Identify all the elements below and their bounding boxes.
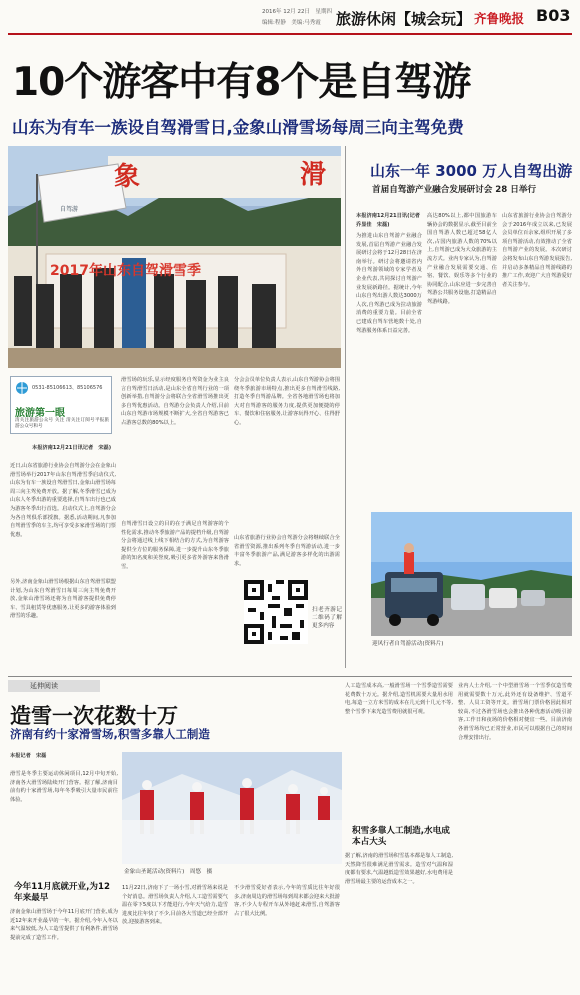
masthead-rule [8,33,572,35]
right-column-1: 为推进山东自驾游产业融合发展,首届自驾游产业融合发展研讨会将于12月28日在济南举行。研讨会将邀请省内外自驾游领域的专家学者及企业代表,共同探讨自驾游产业发展新路径。据统计,今年山东自驾出游人数达3000万人次,自驾游已成为拉动旅游消费的重要力量。目前全省已建成自驾车营地数十处,自驾游服务体系日益完善。 [356,233,422,334]
bottom-column-2: 11月22日,济南下了一场小雪,对滑雪场来说是个好消息。滑雪场负责人介绍,人工造雪需要气温在零下5度以下才能进行,今年天气给力,造雪进度比往年快了不少,目前各大雪道已经全部开放,迎接游客到来。 [122,885,228,926]
bottom-column-4: 人工造雪成本高,一般滑雪场一个雪季造雪需要花费数十万元。据介绍,造雪机需要大量用水用电,每造一立方米雪的成本在几元到十几元不等,整个雪季下来光造雪费用就很可观。 [345,683,453,715]
bottom-subhead-1: 今年11月底就开业,为12年来最早 [14,882,110,903]
wechat-promo-box [10,376,112,434]
photo-banner-text: 2017年山东自驾滑雪季 [50,263,201,279]
newspaper-logo: 齐鲁晚报 [474,11,525,26]
bottom-intro: 滑雪是冬季主要运动休闲项目,12月中旬开始,济南各大滑雪场陆续开门营客。据了解,济南目前有约十家滑雪场,每年冬季吸引大量市民前往体验。 [10,771,118,803]
bottom-section-rule [8,676,572,677]
bottom-photo-caption: 金象山圣诞活动(资料片) 周悠 摄 [124,869,213,875]
bottom-column-5: 业内人士介绍,一个中型滑雪场一个雪季仅造雪费用就需要数十万元,此外还有设备维护、雪道平整、人员工资等开支。滑雪场门票价格因此相对较高,不过各滑雪场也会推出各种优惠活动吸引游客,工作日和夜场的价格相对便宜一些。目前济南各滑雪场均已正常营业,市民可以根据自己的时间合理安排出行。 [458,683,572,741]
bottom-photo [122,752,342,864]
lead-photo [8,146,341,368]
right-byline: 本报济南12月21日讯(记者 乔显佳 宋磊) [356,213,426,228]
lead-column-3b: 山东省旅游行业协会自驾游分会将继续联合全省滑雪资源,推出系列冬季自驾游活动,进一步丰富冬季旅游产品,满足游客多样化的出游需求。 [234,535,340,567]
column-divider [345,146,346,668]
bottom-subhead-2: 积雪多靠人工制造,水电成本占大头 [352,826,450,847]
bottom-byline: 本报记者 宋磊 [10,753,47,759]
lead-column-3: 分会会员单位负责人表示,山东自驾游协会将围绕冬季旅游市场特点,推出更多自驾滑雪线路,打造冬季自驾游品牌。全省各地滑雪场也将加大对自驾游客的服务力度,提供更加便捷的停车、餐饮和住宿服务,让游客玩得开心、住得舒心。 [234,377,340,426]
qr-caption: 扫老齐游记二维码了解更多内容 [312,607,342,629]
lead-column-2: 滑雪场的玩乐,显示经度服务自驾资金为业主良言自驾滑雪日活动,是山东全省自驾行业的一项创新举措,自驾游分会将联合全省滑雪场推出更多自驾优惠活动。自驾游分会负责人介绍,目前山东自驾游市场规模不断扩大,全省自驾游客已占游客总数的80%以上。 [121,377,229,426]
lead-byline: 本报济南12月21日讯记者 宋磊) [32,445,112,451]
photo-sign-left: 象 [114,162,141,192]
bottom-sub2-body: 据了解,济南的滑雪场积雪基本都是靠人工制造,天然降雪很难满足滑雪需求。造雪对气温和湿度都有要求,气温越低造雪效果越好,水电费用是滑雪场最主要的运营成本之一。 [345,853,453,885]
right-subhead: 首届自驾游产业融合发展研讨会 28 日举行 [372,185,537,195]
lead-column-2b: 自驾滑雪日设立的目的在于满足自驾游客的个性化需求,推动冬季旅游产品的提档升级,自驾游分会将通过线上线下相结合的方式,为自驾游客提供全方位的服务保障,进一步提升山东冬季旅游的知名度和美誉度,吸引更多省外游客来鲁滑雪。 [121,521,229,570]
section-title: 旅游休闲【城会玩】 [336,10,472,28]
globe-icon [14,381,30,395]
bottom-headline: 造雪一次花数十万 [10,704,178,728]
lead-column-1b: 另外,济南金象山滑雪场根据山东自驾滑雪联盟计划,为山东自驾滑雪日每周三向主驾免费开放,金象山滑雪场还将为自驾游客提供免费停车、雪具租赁等优惠服务,让更多的游客体验到滑雪的乐趣。 [10,579,116,620]
issue-date: 2016年 12月 22日 星期四 [262,9,332,15]
right-photo [371,512,572,636]
right-photo-caption: 迎风行者自驾游活动(资料片) [372,641,444,647]
promo-phone: 0531-85106613、85106576 [32,385,103,391]
right-headline: 山东一年 3000 万人自驾出游 [370,162,573,180]
qr-code[interactable] [244,580,308,644]
bottom-subhead: 济南有约十家滑雪场,积雪多靠人工制造 [10,727,210,741]
kicker-text: 延伸阅读 [30,682,58,690]
photo-sign-right: 滑 [300,160,327,190]
photo-flag-text: 自驾游 [60,206,79,213]
right-column-3: 山东省旅游行业协会自驾游分会于2016年成立以来,已发展会员单位百余家,组织开展了多项自驾游活动,有效推动了全省自驾游产业的发展。本次研讨会将发布山东自驾游发展报告,并启动多条精品自驾游线路的推广工作,欢迎广大自驾游爱好者关注参与。 [502,213,572,288]
bottom-column-3: 不少滑雪爱好者表示,今年的雪质比往年好很多,济南周边的滑雪场每到周末都会迎来大批游客,不少人专程开车从外地赶来滑雪,自驾游客占了很大比例。 [234,885,340,917]
bottom-sub1-body: 济南金象山滑雪场于今年11月底开门营业,成为近12年来开业最早的一年。据介绍,今年入冬以来气温较低,为人工造雪提供了有利条件,滑雪场提前完成了造雪工作。 [10,909,118,941]
promo-title: 旅游第一眼 [15,408,65,419]
promo-caption: 清关注旅游公众号 关注 清关注订阅号平报旅游公众号和号 [15,418,109,429]
lead-subhead: 山东为有车一族设自驾滑雪日,金象山滑雪场每周三向主驾免费 [12,118,464,137]
lead-column-1: 近日,山东省旅游行业协会自驾游分会在金象山滑雪场举行2017年山东自驾滑雪季启动仪式,山东为有车一族设自驾滑雪日,金象山滑雪场每周三向主驾免费开放。据了解,冬季滑雪已成为山东人冬季出游的重要选择,自驾车出行也已成为游客冬季出行首选。启动仪式上,自驾游分会为各自驾俱乐部授旗。据悉,活动期间,凡参加自驾滑雪季的车主,均可享受多家滑雪场的门票优惠。 [10,463,116,538]
editors-credit: 编辑:程静 美编:马秀霞 [262,20,321,26]
lead-headline: 10个游客中有8个是自驾游 [12,60,471,105]
right-column-2: 高达80%以上,都中国旅游车辆协会的数据显示,截至目前全国自驾游人数已超过58亿人次,占国内旅游人数的70%以上,自驾游已成为大众旅游的主流方式。业内专家认为,自驾游产业融合发展需要交通、住宿、餐饮、娱乐等多个行业的协同配合,山东应进一步完善自驾游公共服务设施,打造精品自驾游线路。 [427,213,497,305]
page-number: B03 [536,6,571,25]
